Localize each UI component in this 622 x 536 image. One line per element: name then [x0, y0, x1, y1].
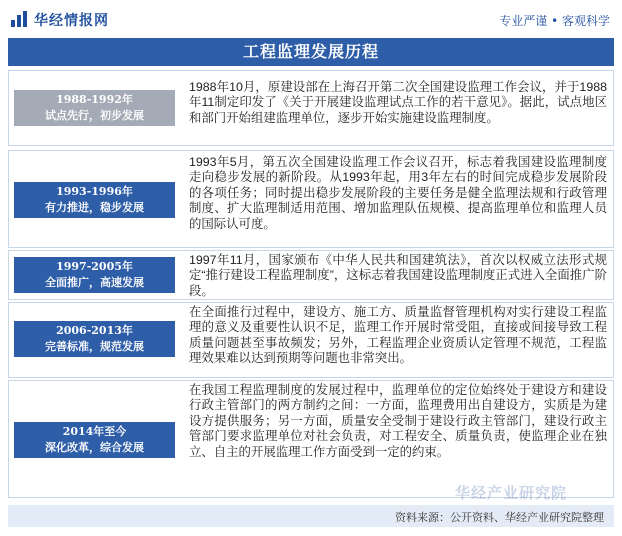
stage-label: [14, 90, 175, 126]
stage-description: 1988年10月，原建设部在上海召开第二次全国建设监理工作会议，并于1988年11制定印发了《关于开展建设监理试点工作的若干意见》。据此，试点地区和部门开始组建监理单位，逐步开始实施建设监理制度。: [189, 80, 607, 125]
timeline-row-1993: [8, 150, 614, 248]
stage-theme: 全面推广，高速发展: [45, 276, 144, 289]
stage-theme: 试点先行，初步发展: [45, 109, 144, 122]
stage-period: 2014年至今: [62, 425, 127, 438]
stage-description: 在我国工程监理制度的发展过程中，监理单位的定位始终处于建设方和建设行政主管部门的两方制约之间：一方面，监理费用出自建设方，实质是为建设方提供服务；另一方面，质量安全受制于建设行政主管部门，建设行政主管部门要求监理单位对社会负责，对工程安全、质量负责，使监理企业在独立、自主的开展监理工作方面受到一定的约束。: [189, 383, 607, 459]
timeline-row-1988: [8, 70, 614, 146]
watermark: 华经产业研究院: [455, 484, 568, 502]
timeline-row-1997: [8, 250, 614, 300]
stage-theme: 深化改革，综合发展: [45, 441, 144, 454]
stage-label: [14, 257, 175, 293]
stage-theme: 有力推进，稳步发展: [45, 201, 144, 214]
stage-description: 1997年11月，国家颁布《中华人民共和国建筑法》，首次以权威立法形式规定“推行建设工程监理制度”，这标志着我国建设监理制度正式进入全面推广阶段。: [189, 253, 607, 298]
stage-period: 1993-1996年: [56, 185, 133, 198]
footer: [8, 505, 614, 527]
source-note: 资料来源：公开资料、华经产业研究院整理: [395, 511, 604, 524]
timeline-row-2014: [8, 380, 614, 498]
bar-chart-icon: [10, 11, 28, 29]
stage-label: [14, 182, 175, 218]
stage-period: 2006-2013年: [56, 324, 133, 337]
stage-description: 1993年5月，第五次全国建设监理工作会议召开，标志着我国建设监理制度走向稳步发展的新阶段。从1993年起，用3年左右的时间完成稳步发展阶段的各项任务；同时提出稳步发展阶段的主要任务是健全监理法规和行政管理制度、扩大监理制适用范围、增加监理队伍规模、提高监理单位和监理人员的国际认可度。: [189, 155, 607, 231]
stage-theme: 完善标准，规范发展: [45, 340, 144, 353]
brand-logo: [10, 10, 109, 30]
brand-name: 华经情报网: [34, 13, 109, 29]
brand-slogan: 专业严谨 • 客观科学: [499, 14, 610, 28]
timeline-row-2006: [8, 302, 614, 378]
stage-period: 1988-1992年: [56, 93, 133, 106]
stage-label: [14, 422, 175, 458]
page-title: 工程监理发展历程: [8, 38, 614, 66]
header: [8, 8, 614, 32]
stage-label: [14, 321, 175, 357]
stage-description: 在全面推行过程中，建设方、施工方、质量监督管理机构对实行建设工程监理的意义及重要性认识不足，监理工作开展时常受阻，直接或间接导致工程质量问题甚至事故频发；另外，工程监理企业资质认定管理不规范，工程监理效果难以达到预期等问题也非常突出。: [189, 305, 607, 366]
stage-period: 1997-2005年: [56, 260, 133, 273]
